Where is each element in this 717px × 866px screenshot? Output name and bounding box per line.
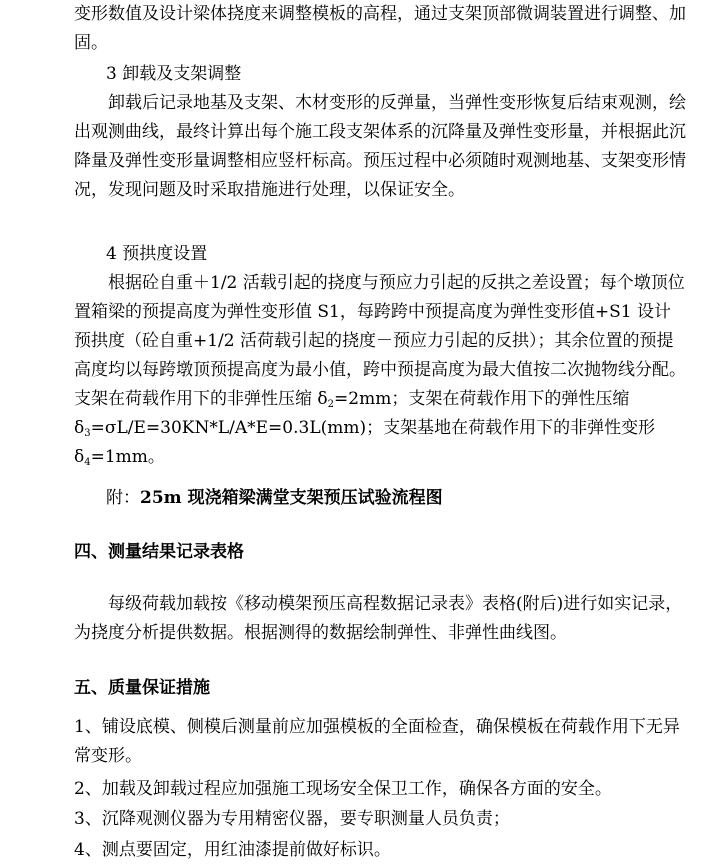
- paragraph-continued: 变形数值及设计梁体挠度来调整模板的高程，通过支架顶部微调装置进行调整、加固。: [74, 4, 686, 53]
- camber-text-1: 根据砼自重＋1/2 活载引起的挠度与预应力引起的反拱之差设置；每个墩顶位置箱梁的预提高度为弹性变形值 S1，每跨跨中预提高度为弹性变形值+S1 设计预拱度（砼自重+1/2 活荷载引起的挠度－预应力引起的反拱）；其余位置的预提高度均以每跨墩顶预提高度为最小值，跨中预提高度为最大值按二次抛物线分配。支架在荷载作用下的非弹性压缩 δ: [74, 273, 686, 409]
- attachment-prefix: 附：: [106, 488, 140, 508]
- chapter-heading-quality: 五、质量保证措施: [74, 678, 210, 698]
- quality-item: 4、测点要固定，用红油漆提前做好标识。: [74, 840, 391, 860]
- paragraph-measurement: 每级荷载加载按《移动模架预压高程数据记录表》表格(附后)进行如实记录，为挠度分析提供数据。根据测得的数据绘制弹性、非弹性曲线图。: [74, 594, 683, 643]
- delta-subscript-2: 2: [327, 399, 335, 410]
- section-heading-camber: 4 预拱度设置: [106, 244, 208, 264]
- quality-item: 3、沉降观测仪器为专用精密仪器，要专职测量人员负责；: [74, 809, 510, 829]
- section-heading-unloading: 3 卸载及支架调整: [106, 64, 242, 84]
- chapter-heading-measurement: 四、测量结果记录表格: [74, 542, 244, 562]
- attachment-title: 25m 现浇箱梁满堂支架预压试验流程图: [140, 488, 443, 508]
- attachment-line: [106, 484, 443, 513]
- delta-subscript-4: 4: [84, 457, 91, 468]
- quality-item: 2、加载及卸载过程应加强施工现场安全保卫工作，确保各方面的安全。: [74, 779, 612, 799]
- paragraph-camber: [74, 269, 686, 472]
- camber-text-3: =σL/E=30KN*L/A*E=0.3L(mm)；支架基地在荷载作用下的非弹性变形 δ: [74, 418, 656, 467]
- paragraph-unloading: 卸载后记录地基及支架、木材变形的反弹量，当弹性变形恢复后结束观测，绘出观测曲线，最终计算出每个施工段支架体系的沉降量及弹性变形量，并根据此沉降量及弹性变形量调整相应竖杆标高。预压过程中必须随时观测地基、支架变形情况，发现问题及时采取措施进行处理，以保证安全。: [74, 93, 686, 200]
- quality-item: 1、铺设底模、侧模后测量前应加强模板的全面检查，确保模板在荷载作用下无异常变形。: [74, 717, 680, 766]
- delta-subscript-3: 3: [84, 428, 91, 439]
- camber-text-4: =1mm。: [90, 447, 165, 467]
- camber-text-2: =2mm；支架在荷载作用下的弹性压缩 δ: [74, 389, 630, 438]
